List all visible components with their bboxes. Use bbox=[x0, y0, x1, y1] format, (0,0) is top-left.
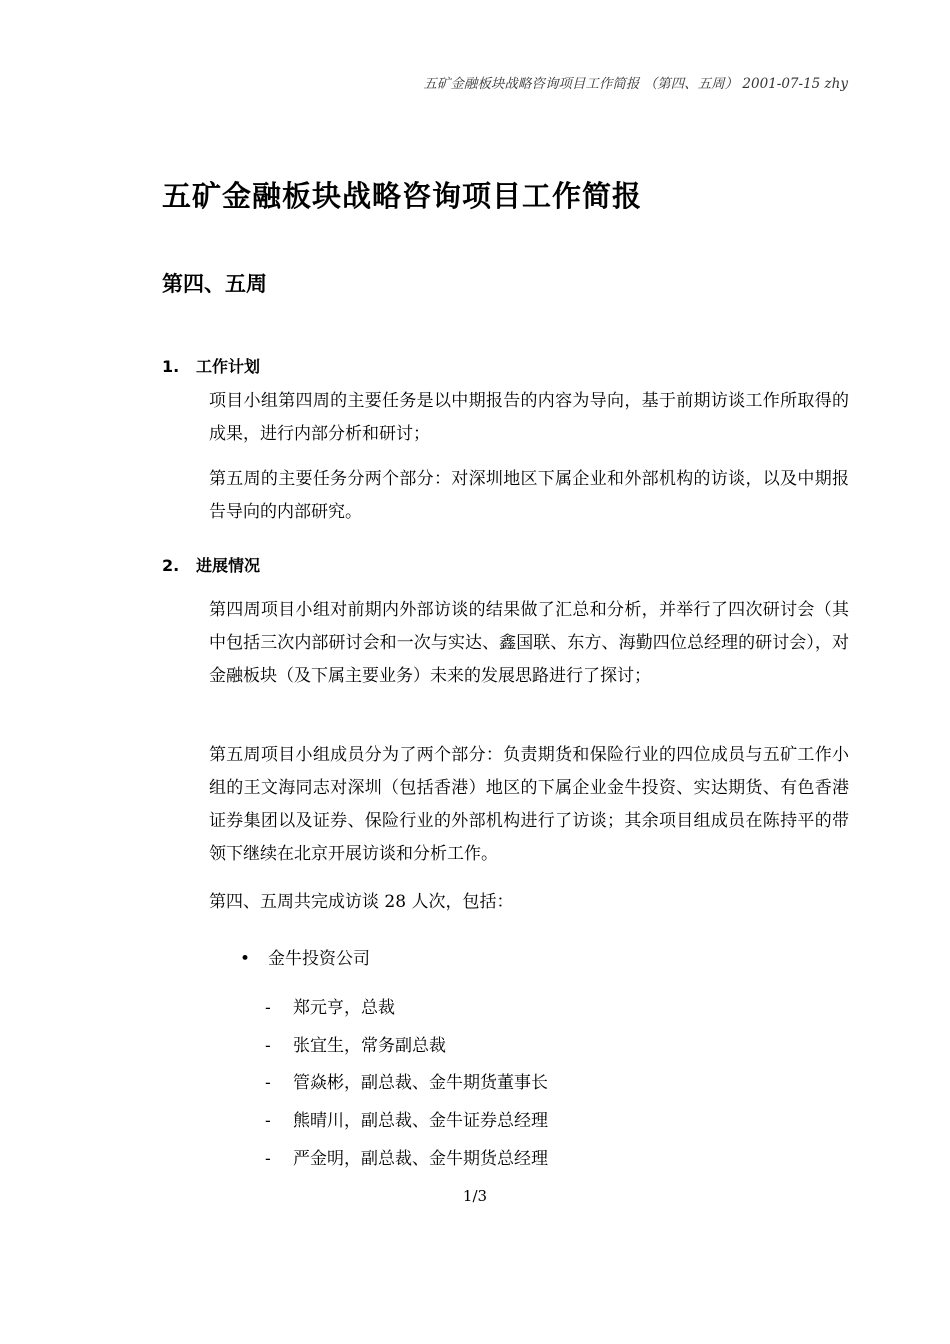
dash-icon: - bbox=[265, 998, 271, 1018]
list-item-person bbox=[265, 1031, 446, 1056]
section-title: 工作计划 bbox=[196, 357, 261, 376]
person-entry: 张宜生，常务副总裁 bbox=[293, 1036, 446, 1056]
person-entry: 熊晴川，副总裁、金牛证券总经理 bbox=[293, 1111, 548, 1131]
dash-icon: - bbox=[265, 1111, 271, 1131]
section-number: 1. bbox=[162, 357, 180, 376]
list-item-person bbox=[265, 1068, 548, 1093]
running-header: 五矿金融板块战略咨询项目工作简报 （第四、五周） 2001-07-15 zhy bbox=[423, 76, 848, 92]
page-number: 1/3 bbox=[462, 1187, 488, 1205]
person-entry: 管焱彬，副总裁、金牛期货董事长 bbox=[293, 1073, 548, 1093]
document-title: 五矿金融板块战略咨询项目工作简报 bbox=[162, 179, 643, 213]
list-item-person bbox=[265, 1144, 548, 1169]
document-subtitle: 第四、五周 bbox=[162, 272, 267, 296]
dash-icon: - bbox=[265, 1036, 271, 1056]
dash-icon: - bbox=[265, 1073, 271, 1093]
paragraph: 第五周项目小组成员分为了两个部分：负责期货和保险行业的四位成员与五矿工作小组的王文海同志对深圳（包括香港）地区的下属企业金牛投资、实达期货、有色香港证券集团以及证券、保险行业的外部机构进行了访谈；其余项目组成员在陈持平的带领下继续在北京开展访谈和分析工作。 bbox=[209, 745, 849, 864]
company-name: 金牛投资公司 bbox=[268, 949, 370, 969]
section-heading-plan bbox=[162, 354, 260, 377]
paragraph: 第四周项目小组对前期内外部访谈的结果做了汇总和分析，并举行了四次研讨会（其中包括三次内部研讨会和一次与实达、鑫国联、东方、海勤四位总经理的研讨会），对金融板块（及下属主要业务）未来的发展思路进行了探讨； bbox=[209, 600, 849, 686]
bullet-icon: • bbox=[240, 949, 251, 969]
dash-icon: - bbox=[265, 1149, 271, 1169]
list-item-person bbox=[265, 1106, 548, 1131]
paragraph: 第五周的主要任务分两个部分：对深圳地区下属企业和外部机构的访谈，以及中期报告导向的内部研究。 bbox=[209, 469, 849, 522]
section-heading-progress bbox=[162, 553, 260, 576]
paragraph: 第四、五周共完成访谈 28 人次，包括： bbox=[209, 892, 514, 912]
list-item-person bbox=[265, 993, 395, 1018]
paragraph: 项目小组第四周的主要任务是以中期报告的内容为导向，基于前期访谈工作所取得的成果，进行内部分析和研讨； bbox=[209, 391, 849, 444]
section-number: 2. bbox=[162, 556, 180, 575]
section-title: 进展情况 bbox=[196, 556, 261, 575]
person-entry: 严金明，副总裁、金牛期货总经理 bbox=[293, 1149, 548, 1169]
person-entry: 郑元亨，总裁 bbox=[293, 998, 395, 1018]
list-item-company bbox=[240, 944, 370, 969]
